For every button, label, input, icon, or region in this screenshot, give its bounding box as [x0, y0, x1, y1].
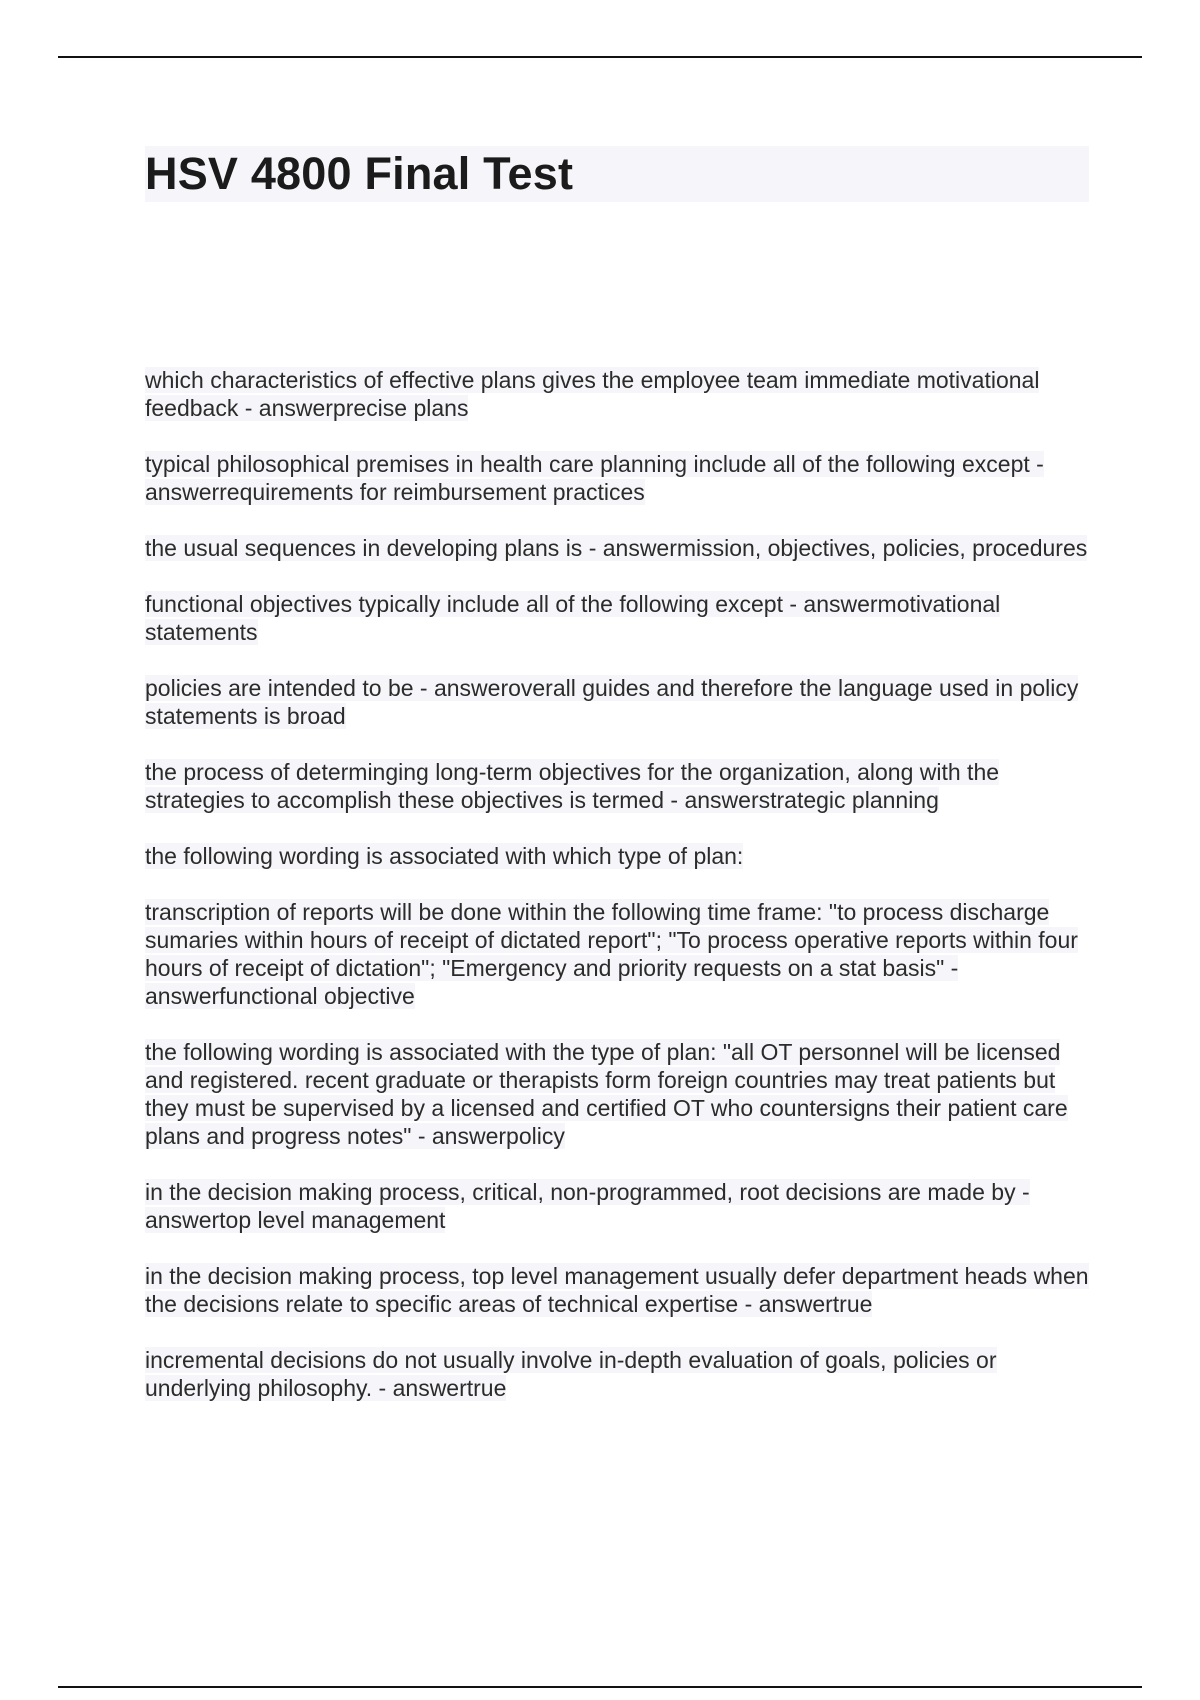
qa-item [145, 534, 1089, 562]
qa-item [145, 366, 1089, 422]
qa-text: in the decision making process, critical, non-programmed, root decisions are made by - answertop level management [145, 1179, 1030, 1233]
qa-text: which characteristics of effective plans gives the employee team immediate motivational feedback - answerprecise plans [145, 367, 1040, 421]
qa-item [145, 1038, 1089, 1150]
qa-text: the process of determinging long-term objectives for the organization, along with the strategies to accomplish these objectives is termed - answerstrategic planning [145, 759, 1000, 813]
qa-text: the following wording is associated with which type of plan: [145, 843, 744, 869]
qa-item [145, 590, 1089, 646]
qa-item [145, 758, 1089, 814]
title-block [145, 146, 1089, 202]
bottom-divider [58, 1686, 1142, 1688]
qa-text: policies are intended to be - answeroverall guides and therefore the language used in policy statements is broad [145, 675, 1079, 729]
qa-text: transcription of reports will be done within the following time frame: "to process discharge sumaries within hours of receipt of dictated report"; "To process operative reports within four hours of receipt of dictation"; "Emergency and priority requests on a stat basis" - answerfunctional objective [145, 899, 1078, 1009]
qa-list [145, 366, 1089, 1430]
qa-item [145, 1262, 1089, 1318]
qa-text: incremental decisions do not usually involve in-depth evaluation of goals, policies or underlying philosophy. - answertrue [145, 1347, 997, 1401]
qa-text: typical philosophical premises in health care planning include all of the following except - answerrequirements for reimbursement practices [145, 451, 1044, 505]
qa-item [145, 898, 1089, 1010]
qa-item [145, 674, 1089, 730]
qa-item [145, 842, 1089, 870]
qa-text: in the decision making process, top level management usually defer department heads when the decisions relate to specific areas of technical expertise - answertrue [145, 1263, 1089, 1317]
qa-text: the usual sequences in developing plans is - answermission, objectives, policies, procedures [145, 535, 1088, 561]
qa-text: functional objectives typically include all of the following except - answermotivational statements [145, 591, 1001, 645]
qa-text: the following wording is associated with the type of plan: "all OT personnel will be licensed and registered. recent graduate or therapists form foreign countries may treat patients but they must be supervised by a licensed and certified OT who countersigns their patient care plans and progress notes" - answerpolicy [145, 1039, 1068, 1149]
page-title: HSV 4800 Final Test [145, 148, 574, 199]
qa-item [145, 1178, 1089, 1234]
top-divider [58, 56, 1142, 58]
qa-item [145, 1346, 1089, 1402]
qa-item [145, 450, 1089, 506]
